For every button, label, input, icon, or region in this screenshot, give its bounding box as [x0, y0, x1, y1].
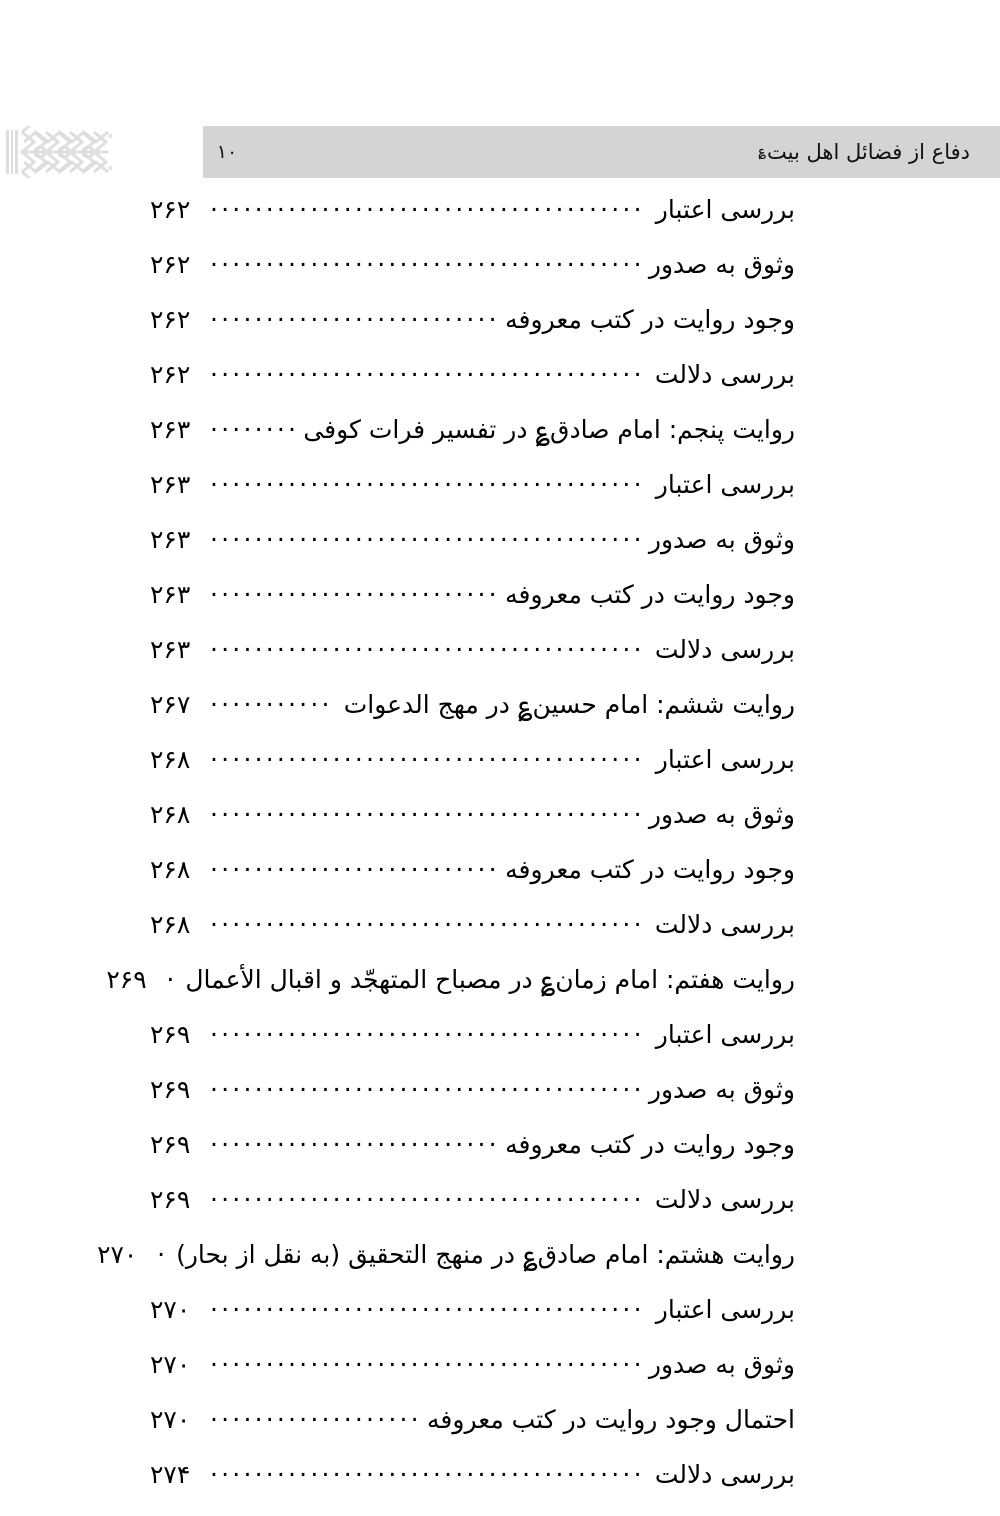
- toc-entry-label: وجود روایت در کتب معروفه: [505, 305, 795, 334]
- toc-entry-page-number: ۲۶۲: [150, 360, 191, 389]
- toc-leader-dots: [210, 1467, 646, 1483]
- toc-leader-dots: [210, 367, 646, 383]
- toc-leader-dots: [210, 312, 496, 328]
- toc-leader-dots: [210, 917, 646, 933]
- honorific-icon: ؏: [758, 143, 766, 159]
- toc-entry[interactable]: [150, 471, 795, 526]
- toc-entry-page-number: ۲۶۲: [150, 250, 191, 279]
- page-title-text: دفاع از فضائل اهل بیت: [766, 139, 970, 164]
- toc-entry[interactable]: [106, 965, 795, 1021]
- toc-entry[interactable]: [150, 636, 795, 691]
- toc-leader-dots: [210, 642, 646, 658]
- toc-entry[interactable]: [150, 526, 795, 581]
- toc-entry-page-number: ۲۶۸: [150, 745, 191, 774]
- toc-leader-dots: [166, 972, 176, 988]
- toc-leader-dots: [210, 1137, 496, 1153]
- toc-entry[interactable]: [150, 251, 795, 306]
- toc-leader-dots: [210, 1412, 418, 1428]
- toc-leader-dots: [210, 532, 640, 548]
- toc-entry[interactable]: [150, 856, 795, 911]
- toc-entry-label: بررسی اعتبار: [655, 745, 795, 774]
- toc-leader-dots: [210, 202, 647, 218]
- toc-entry-label: بررسی دلالت: [654, 360, 795, 389]
- arabesque-ornament-icon: [6, 126, 118, 178]
- toc-entry-page-number: ۲۶۹: [150, 1185, 191, 1214]
- table-of-contents: [97, 195, 795, 1516]
- toc-entry[interactable]: [97, 1240, 795, 1296]
- toc-leader-dots: [210, 697, 335, 713]
- toc-entry-label: وثوق به صدور: [648, 1350, 795, 1379]
- toc-entry[interactable]: [150, 691, 795, 746]
- page-number: ۱۰: [216, 140, 238, 163]
- toc-entry-label: وثوق به صدور: [648, 525, 795, 554]
- toc-entry[interactable]: [150, 1131, 795, 1186]
- toc-entry-page-number: ۲۷۰: [97, 1240, 138, 1269]
- toc-leader-dots: [210, 477, 647, 493]
- toc-entry-page-number: ۲۷۰: [150, 1405, 191, 1434]
- toc-entry-page-number: ۲۶۳: [150, 580, 191, 609]
- toc-entry-page-number: ۲۶۳: [150, 635, 191, 664]
- toc-leader-dots: [157, 1247, 167, 1263]
- toc-entry-label: وثوق به صدور: [648, 1075, 795, 1104]
- toc-leader-dots: [210, 807, 640, 823]
- toc-entry-page-number: ۲۶۳: [150, 470, 191, 499]
- toc-entry[interactable]: [150, 1351, 795, 1406]
- toc-entry[interactable]: [150, 1406, 795, 1461]
- toc-entry[interactable]: [150, 306, 795, 361]
- toc-entry-label: وجود روایت در کتب معروفه: [505, 855, 795, 884]
- page-title: [758, 139, 970, 164]
- toc-entry[interactable]: [150, 1076, 795, 1131]
- toc-entry-label: بررسی اعتبار: [655, 1020, 795, 1049]
- toc-entry-page-number: ۲۶۹: [106, 965, 147, 994]
- toc-entry-page-number: ۲۶۹: [150, 1020, 191, 1049]
- toc-leader-dots: [210, 257, 640, 273]
- toc-entry-page-number: ۲۷۰: [150, 1295, 191, 1324]
- toc-leader-dots: [210, 752, 647, 768]
- toc-entry-page-number: ۲۶۸: [150, 800, 191, 829]
- toc-entry-label: روایت هشتم: امام صادق؏ در منهج التحقیق (به نقل از بحار): [176, 1240, 795, 1269]
- toc-entry[interactable]: [150, 361, 795, 416]
- toc-entry-label: روایت پنجم: امام صادق؏ در تفسیر فرات کوفی: [303, 415, 795, 444]
- toc-entry[interactable]: [150, 581, 795, 636]
- toc-entry-page-number: ۲۶۹: [150, 1130, 191, 1159]
- toc-entry-label: وجود روایت در کتب معروفه: [505, 580, 795, 609]
- toc-entry-label: روایت ششم: امام حسین؏ در مهج الدعوات: [343, 690, 795, 719]
- toc-entry-label: بررسی دلالت: [654, 1460, 795, 1489]
- toc-entry-page-number: ۲۶۸: [150, 910, 191, 939]
- toc-leader-dots: [210, 587, 496, 603]
- toc-entry-label: وجود روایت در کتب معروفه: [505, 1130, 795, 1159]
- toc-entry[interactable]: [150, 801, 795, 856]
- toc-leader-dots: [210, 1192, 646, 1208]
- toc-entry-page-number: ۲۶۷: [150, 690, 191, 719]
- toc-entry-label: وثوق به صدور: [648, 800, 795, 829]
- toc-entry-page-number: ۲۶۸: [150, 855, 191, 884]
- toc-entry-label: بررسی اعتبار: [655, 1295, 795, 1324]
- toc-entry-page-number: ۲۶۳: [150, 415, 191, 444]
- toc-leader-dots: [210, 422, 294, 438]
- toc-entry[interactable]: [150, 416, 795, 471]
- header-title-bar: [251, 126, 1000, 178]
- toc-entry-label: بررسی دلالت: [654, 635, 795, 664]
- toc-entry-page-number: ۲۶۳: [150, 525, 191, 554]
- toc-entry-label: بررسی اعتبار: [655, 470, 795, 499]
- toc-entry-page-number: ۲۶۲: [150, 195, 191, 224]
- toc-leader-dots: [210, 1027, 647, 1043]
- toc-entry[interactable]: [150, 1021, 795, 1076]
- toc-entry-label: روایت هفتم: امام زمان؏ در مصباح المتهجّد و اقبال الأعمال: [185, 965, 795, 994]
- toc-entry[interactable]: [150, 196, 795, 251]
- toc-leader-dots: [210, 1082, 640, 1098]
- toc-entry[interactable]: [150, 911, 795, 966]
- toc-entry-page-number: ۲۶۲: [150, 305, 191, 334]
- folio-box: [203, 126, 251, 178]
- toc-leader-dots: [210, 1357, 640, 1373]
- toc-entry[interactable]: [150, 746, 795, 801]
- toc-leader-dots: [210, 1302, 647, 1318]
- toc-entry[interactable]: [150, 1296, 795, 1351]
- toc-leader-dots: [210, 862, 496, 878]
- toc-entry[interactable]: [150, 1461, 795, 1516]
- toc-entry-label: احتمال وجود روایت در کتب معروفه: [427, 1405, 795, 1434]
- toc-entry-label: بررسی دلالت: [654, 910, 795, 939]
- toc-entry-page-number: ۲۷۴: [150, 1460, 191, 1489]
- toc-entry[interactable]: [150, 1186, 795, 1241]
- toc-entry-label: وثوق به صدور: [648, 250, 795, 279]
- toc-entry-label: بررسی دلالت: [654, 1185, 795, 1214]
- toc-entry-page-number: ۲۷۰: [150, 1350, 191, 1379]
- toc-entry-page-number: ۲۶۹: [150, 1075, 191, 1104]
- toc-entry-label: بررسی اعتبار: [655, 195, 795, 224]
- page-header: [0, 126, 1000, 178]
